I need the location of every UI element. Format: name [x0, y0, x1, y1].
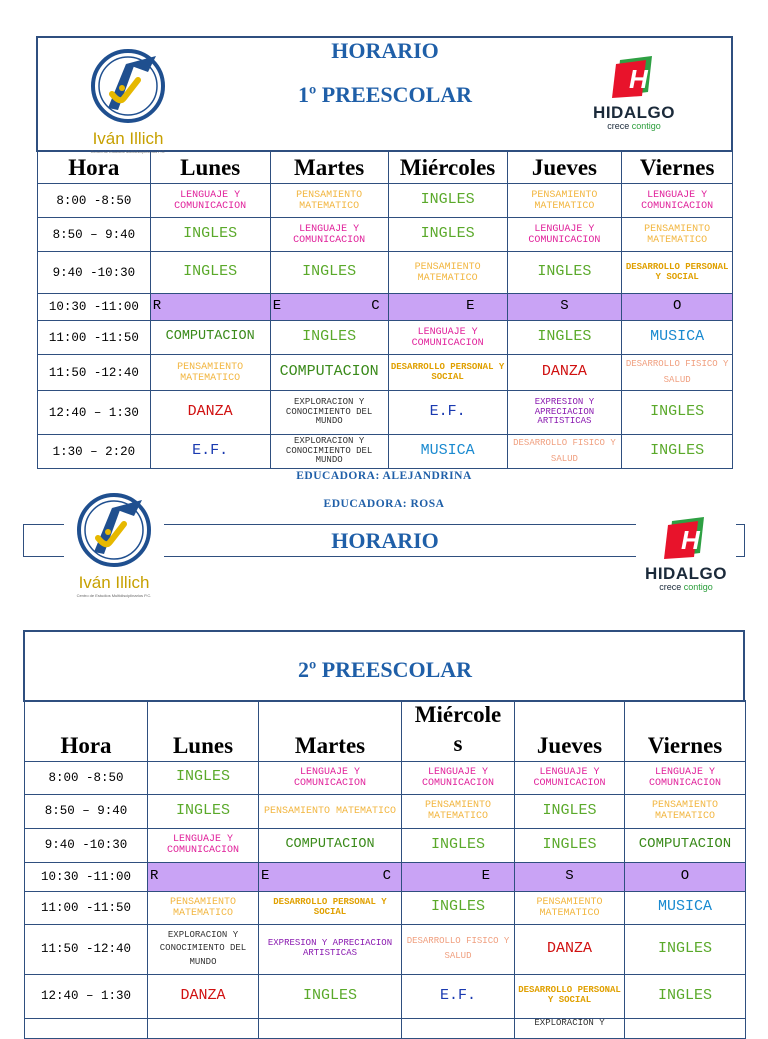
class-cell: DESARROLLO PERSONAL Y SOCIAL	[622, 252, 733, 294]
class-cell: PENSAMIENTO MATEMATICO	[622, 218, 733, 252]
header-martes: Martes	[270, 152, 388, 184]
header-viernes: Viernes	[622, 152, 733, 184]
time-cell: 8:00 -8:50	[38, 184, 151, 218]
header-martes: Martes	[259, 701, 402, 762]
time-cell: 11:50 -12:40	[25, 924, 148, 974]
class-cell	[259, 1018, 402, 1038]
time-cell: 1:30 – 2:20	[38, 435, 151, 469]
class-cell: LENGUAJE Y COMUNICACION	[622, 184, 733, 218]
class-cell: EXPRESION Y APRECIACION ARTISTICAS	[259, 924, 402, 974]
header-hora: Hora	[25, 701, 148, 762]
school-logo	[64, 490, 164, 598]
school-logo-sub: Centro de Estudios Multidisciplinarios P.C.	[90, 149, 166, 154]
header-miercoles: Miércoles	[388, 152, 507, 184]
state-logo	[636, 517, 736, 592]
time-cell: 11:00 -11:50	[38, 321, 151, 355]
class-cell: INGLES	[507, 252, 622, 294]
table-row	[38, 184, 733, 218]
time-cell: 12:40 – 1:30	[25, 974, 148, 1018]
class-cell: EXPLORACION Y CONOCIMIENTO DEL MUNDO	[148, 924, 259, 974]
class-cell: E.F.	[402, 974, 515, 1018]
table-row	[38, 391, 733, 435]
time-cell: 10:30 -11:00	[25, 862, 148, 891]
header-hora: Hora	[38, 152, 151, 184]
class-cell: INGLES	[507, 321, 622, 355]
time-cell: 9:40 -10:30	[25, 828, 148, 862]
class-cell: LENGUAJE Y COMUNICACION	[150, 184, 270, 218]
class-cell: INGLES	[150, 252, 270, 294]
class-cell: DANZA	[150, 391, 270, 435]
time-cell: 8:00 -8:50	[25, 761, 148, 794]
time-cell: 10:30 -11:00	[38, 294, 151, 321]
recess-cell: R	[148, 862, 259, 891]
class-cell: COMPUTACION	[270, 355, 388, 391]
class-cell: PENSAMIENTO MATEMATICO	[515, 891, 625, 924]
school-logo	[78, 46, 178, 154]
school-logo-name: Iván Illich	[78, 573, 150, 592]
recess-cell: O	[625, 862, 746, 891]
class-cell: INGLES	[148, 761, 259, 794]
recess-cell: R	[150, 294, 270, 321]
hidalgo-h-icon	[664, 517, 708, 559]
table-row	[38, 355, 733, 391]
table-row	[25, 974, 746, 1018]
table-row	[38, 218, 733, 252]
hidalgo-h-icon	[612, 56, 656, 98]
class-cell: PENSAMIENTO MATEMATICO	[625, 794, 746, 828]
class-cell: DANZA	[507, 355, 622, 391]
class-cell: DESARROLLO FISICO Y SALUD	[402, 924, 515, 974]
schedule1-subtitle: 1º PREESCOLAR	[297, 82, 473, 107]
class-cell: DANZA	[148, 974, 259, 1018]
educadora-1: EDUCADORA: ALEJANDRINA	[296, 470, 472, 482]
time-cell: 9:40 -10:30	[38, 252, 151, 294]
class-cell: LENGUAJE Y COMUNICACION	[515, 761, 625, 794]
class-cell: LENGUAJE Y COMUNICACION	[625, 761, 746, 794]
class-cell: EXPLORACION Y CONOCIMIENTO DEL MUNDO	[270, 391, 388, 435]
time-cell	[25, 1018, 148, 1038]
class-cell: INGLES	[270, 321, 388, 355]
class-cell: INGLES	[622, 435, 733, 469]
class-cell: INGLES	[625, 924, 746, 974]
recess-cell: E C	[270, 294, 388, 321]
class-cell: LENGUAJE Y COMUNICACION	[388, 321, 507, 355]
school-logo-emblem-icon	[64, 490, 164, 570]
table-row	[38, 321, 733, 355]
table-row	[25, 924, 746, 974]
schedule1-table	[37, 151, 733, 469]
class-cell: PENSAMIENTO MATEMATICO	[259, 794, 402, 828]
class-cell: INGLES	[148, 794, 259, 828]
recess-cell: S	[515, 862, 625, 891]
class-cell: INGLES	[270, 252, 388, 294]
class-cell: COMPUTACION	[259, 828, 402, 862]
header-jueves: Jueves	[507, 152, 622, 184]
schedule1-title: HORARIO	[331, 38, 439, 63]
table-row	[25, 761, 746, 794]
schedule2-subtitle: 2º PREESCOLAR	[297, 657, 473, 682]
table-row	[38, 252, 733, 294]
class-cell: INGLES	[388, 184, 507, 218]
class-cell: PENSAMIENTO MATEMATICO	[270, 184, 388, 218]
table-row	[25, 1018, 746, 1038]
header-jueves: Jueves	[515, 701, 625, 762]
class-cell	[625, 1018, 746, 1038]
state-logo-word: HIDALGO	[645, 564, 727, 583]
school-logo-name: Iván Illich	[92, 129, 164, 148]
class-cell: E.F.	[150, 435, 270, 469]
class-cell: DESARROLLO FISICO Y SALUD	[507, 435, 622, 469]
state-logo	[584, 56, 684, 131]
class-cell: EXPLORACION Y CONOCIMIENTO DEL MUNDO	[270, 435, 388, 469]
class-cell: EXPRESION Y APRECIACION ARTISTICAS	[507, 391, 622, 435]
class-cell: PENSAMIENTO MATEMATICO	[507, 184, 622, 218]
header-miercoles: Miércole s	[402, 701, 515, 762]
table-row	[38, 435, 733, 469]
time-cell: 8:50 – 9:40	[38, 218, 151, 252]
time-cell: 11:50 -12:40	[38, 355, 151, 391]
class-cell: PENSAMIENTO MATEMATICO	[388, 252, 507, 294]
recess-row	[25, 862, 746, 891]
class-cell: INGLES	[150, 218, 270, 252]
class-cell: MUSICA	[622, 321, 733, 355]
class-cell: DANZA	[515, 924, 625, 974]
class-cell: COMPUTACION	[150, 321, 270, 355]
header-viernes: Viernes	[625, 701, 746, 762]
class-cell: INGLES	[622, 391, 733, 435]
class-cell: E.F.	[388, 391, 507, 435]
class-cell: DESARROLLO PERSONAL Y SOCIAL	[515, 974, 625, 1018]
header-lunes: Lunes	[148, 701, 259, 762]
time-cell: 8:50 – 9:40	[25, 794, 148, 828]
class-cell: INGLES	[388, 218, 507, 252]
table-row	[25, 828, 746, 862]
class-cell: MUSICA	[388, 435, 507, 469]
svg-text:H: H	[681, 525, 700, 555]
class-cell: PENSAMIENTO MATEMATICO	[150, 355, 270, 391]
class-cell: DESARROLLO PERSONAL Y SOCIAL	[259, 891, 402, 924]
recess-cell: E	[388, 294, 507, 321]
time-cell: 11:00 -11:50	[25, 891, 148, 924]
schedule2-table	[24, 700, 746, 1039]
class-cell: INGLES	[515, 794, 625, 828]
class-cell: INGLES	[515, 828, 625, 862]
class-cell: LENGUAJE Y COMUNICACION	[148, 828, 259, 862]
class-cell: DESARROLLO FISICO Y SALUD	[622, 355, 733, 391]
class-cell: LENGUAJE Y COMUNICACION	[507, 218, 622, 252]
class-cell: PENSAMIENTO MATEMATICO	[148, 891, 259, 924]
educadora-2: EDUCADORA: ROSA	[323, 498, 445, 510]
class-cell: MUSICA	[625, 891, 746, 924]
class-cell: EXPLORACION Y	[515, 1018, 625, 1038]
schedule2-title: HORARIO	[331, 528, 439, 553]
class-cell: LENGUAJE Y COMUNICACION	[270, 218, 388, 252]
class-cell: INGLES	[259, 974, 402, 1018]
table-row	[25, 891, 746, 924]
class-cell: DESARROLLO PERSONAL Y SOCIAL	[388, 355, 507, 391]
recess-cell: S	[507, 294, 622, 321]
class-cell: INGLES	[402, 828, 515, 862]
recess-cell: O	[622, 294, 733, 321]
header-lunes: Lunes	[150, 152, 270, 184]
recess-row	[38, 294, 733, 321]
class-cell: PENSAMIENTO MATEMATICO	[402, 794, 515, 828]
table-row	[25, 794, 746, 828]
recess-cell: E C	[259, 862, 402, 891]
class-cell: INGLES	[402, 891, 515, 924]
class-cell: INGLES	[625, 974, 746, 1018]
svg-text:H: H	[629, 64, 648, 94]
time-cell: 12:40 – 1:30	[38, 391, 151, 435]
school-logo-sub: Centro de Estudios Multidisciplinarios P.C.	[76, 593, 152, 598]
class-cell: COMPUTACION	[625, 828, 746, 862]
state-logo-slogan: crece contigo	[607, 121, 661, 131]
class-cell	[402, 1018, 515, 1038]
school-logo-emblem-icon	[78, 46, 178, 126]
state-logo-word: HIDALGO	[593, 103, 675, 122]
class-cell: LENGUAJE Y COMUNICACION	[402, 761, 515, 794]
class-cell: LENGUAJE Y COMUNICACION	[259, 761, 402, 794]
recess-cell: E	[402, 862, 515, 891]
class-cell	[148, 1018, 259, 1038]
state-logo-slogan: crece contigo	[659, 582, 713, 592]
